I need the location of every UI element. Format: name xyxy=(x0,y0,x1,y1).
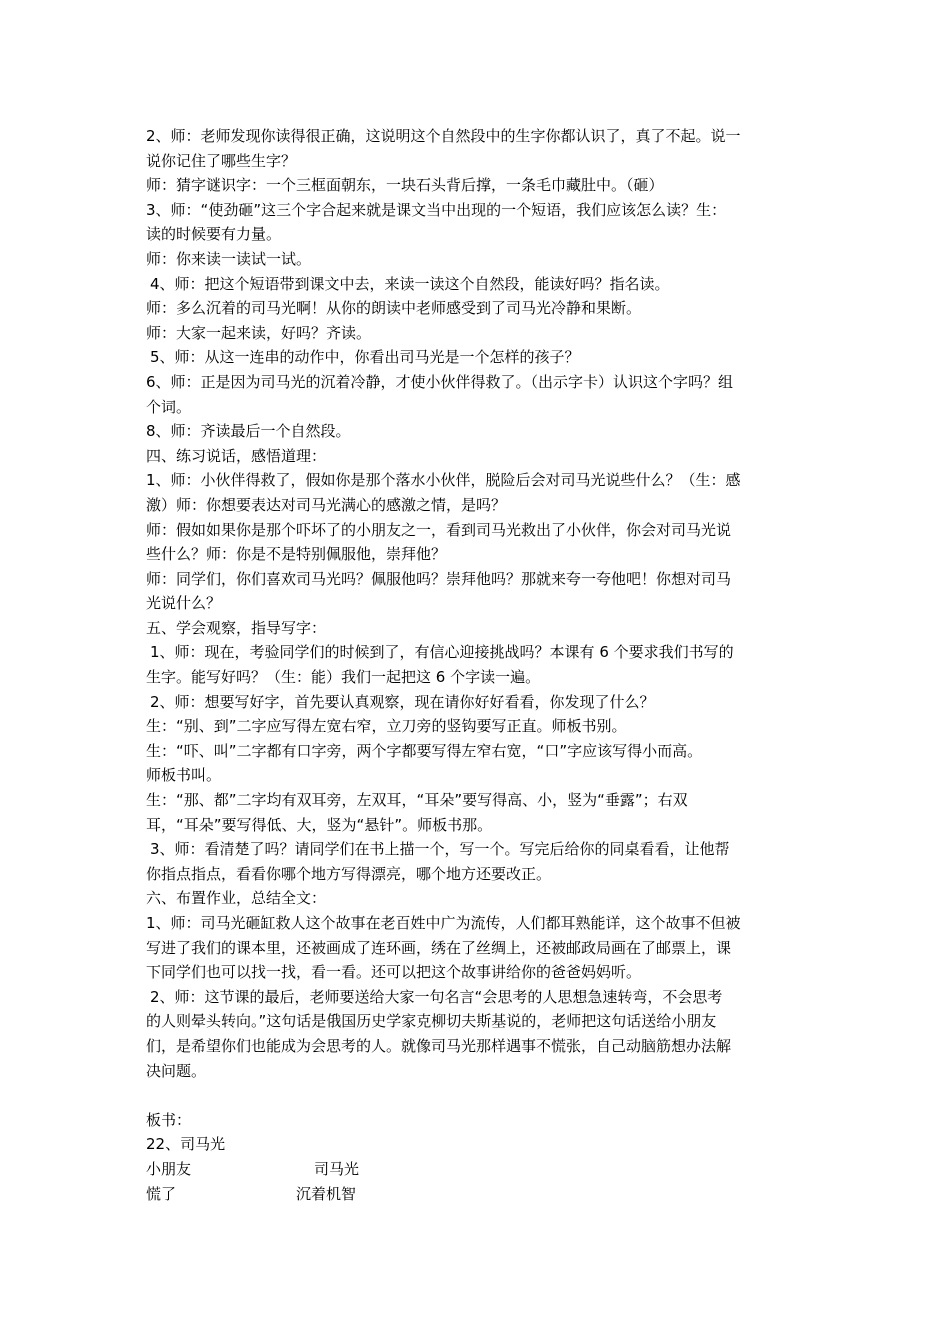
board-right-cell: 司马光 xyxy=(314,1159,360,1178)
board-left-cell: 慌了 xyxy=(146,1184,177,1203)
text-line: 读的时候要有力量。 xyxy=(146,225,282,244)
text-line: 2、师：这节课的最后，老师要送给大家一句名言“会思考的人思想急速转弯，不会思考 xyxy=(150,987,723,1006)
board-title: 22、司马光 xyxy=(146,1135,226,1154)
text-line: 师：假如如果你是那个吓坏了的小朋友之一，看到司马光救出了小伙伴，你会对司马光说 xyxy=(146,520,732,539)
text-line: 说你记住了哪些生字？ xyxy=(146,151,297,170)
text-line: 3、师：“使劲砸”这三个字合起来就是课文当中出现的一个短语，我们应该怎么读？生： xyxy=(146,200,727,219)
text-line: 师：多么沉着的司马光啊！从你的朗读中老师感受到了司马光冷静和果断。 xyxy=(146,299,642,318)
text-line: 2、师：老师发现你读得很正确，这说明这个自然段中的生字你都认识了，真了不起。说一 xyxy=(146,127,741,145)
text-line: 你指点指点，看看你哪个地方写得漂亮，哪个地方还要改正。 xyxy=(146,864,552,883)
board-left-cell: 小朋友 xyxy=(146,1159,192,1178)
board-right-cell: 沉着机智 xyxy=(296,1184,357,1203)
text-line: 师：你来读一读试一试。 xyxy=(146,249,312,268)
text-line: 个词。 xyxy=(146,397,192,416)
text-line: 8、师：齐读最后一个自然段。 xyxy=(146,422,351,441)
text-line: 耳，“耳朵”要写得低、大，竖为“悬针”。师板书那。 xyxy=(146,815,493,834)
text-line: 下同学们也可以找一找，看一看。还可以把这个故事讲给你的爸爸妈妈听。 xyxy=(146,963,642,982)
blank-line xyxy=(146,1083,810,1108)
lesson-paragraphs xyxy=(146,124,810,1083)
text-line: 师板书叫。 xyxy=(146,766,222,785)
text-line: 光说什么？ xyxy=(146,594,222,613)
text-line: 五、学会观察，指导写字： xyxy=(146,618,327,637)
text-line: 生：“别、到”二字应写得左宽右窄，立刀旁的竖钩要写正直。师板书别。 xyxy=(146,717,627,736)
board-row xyxy=(146,1157,810,1182)
text-line: 激）师：你想要表达对司马光满心的感激之情，是吗？ xyxy=(146,495,507,514)
text-line: 四、练习说话，感悟道理： xyxy=(146,446,327,465)
document-body xyxy=(146,124,810,1206)
text-line: 师：猜字谜识字：一个三框面朝东，一块石头背后撑，一条毛巾藏肚中。（砸） xyxy=(146,176,664,195)
text-line: 师：同学们，你们喜欢司马光吗？佩服他吗？崇拜他吗？那就来夸一夸他吧！你想对司马 xyxy=(146,569,732,588)
text-line: 些什么？师：你是不是特别佩服他，崇拜他？ xyxy=(146,545,447,564)
text-line: 6、师：正是因为司马光的沉着冷静，才使小伙伴得救了。（出示字卡）认识这个字吗？组 xyxy=(146,372,734,391)
text-line: 写进了我们的课本里，还被画成了连环画，绣在了丝绸上，还被邮政局画在了邮票上，课 xyxy=(146,938,732,957)
text-line: 六、布置作业，总结全文： xyxy=(146,889,327,908)
text-line: 4、师：把这个短语带到课文中去，来读一读这个自然段，能读好吗？指名读。 xyxy=(150,274,670,293)
board-row xyxy=(146,1182,810,1207)
text-line: 生：“那、都”二字均有双耳旁，左双耳，“耳朵”要写得高、小，竖为“垂露”；右双 xyxy=(146,791,688,810)
text-line: 生字。能写好吗？（生：能）我们一起把这 6 个字读一遍。 xyxy=(146,668,541,687)
text-line: 们，是希望你们也能成为会思考的人。就像司马光那样遇事不慌张，自己动脑筋想办法解 xyxy=(146,1036,732,1055)
text-line: 师：大家一起来读，好吗？齐读。 xyxy=(146,323,372,342)
text-line: 1、师：司马光砸缸救人这个故事在老百姓中广为流传，人们都耳熟能详，这个故事不但被 xyxy=(146,914,741,932)
text-line: 的人则晕头转向。”这句话是俄国历史学家克柳切夫斯基说的，老师把这句话送给小朋友 xyxy=(146,1012,717,1031)
text-line: 1、师：小伙伴得救了，假如你是那个落水小伙伴，脱险后会对司马光说些什么？（生：感 xyxy=(146,471,741,490)
text-line: 5、师：从这一连串的动作中，你看出司马光是一个怎样的孩子？ xyxy=(150,348,580,367)
text-line: 3、师：看清楚了吗？请同学们在书上描一个，写一个。写完后给你的同桌看看，让他帮 xyxy=(150,840,730,859)
text-line: 决问题。 xyxy=(146,1061,207,1080)
text-line: 2、师：想要写好字，首先要认真观察，现在请你好好看看，你发现了什么？ xyxy=(150,692,655,711)
board-heading: 板书： xyxy=(146,1110,192,1129)
text-line: 生：“吓、叫”二字都有口字旁，两个字都要写得左窄右宽，“口”字应该写得小而高。 xyxy=(146,741,703,760)
text-line: 1、师：现在，考验同学们的时候到了，有信心迎接挑战吗？本课有 6 个要求我们书写的 xyxy=(150,643,734,662)
